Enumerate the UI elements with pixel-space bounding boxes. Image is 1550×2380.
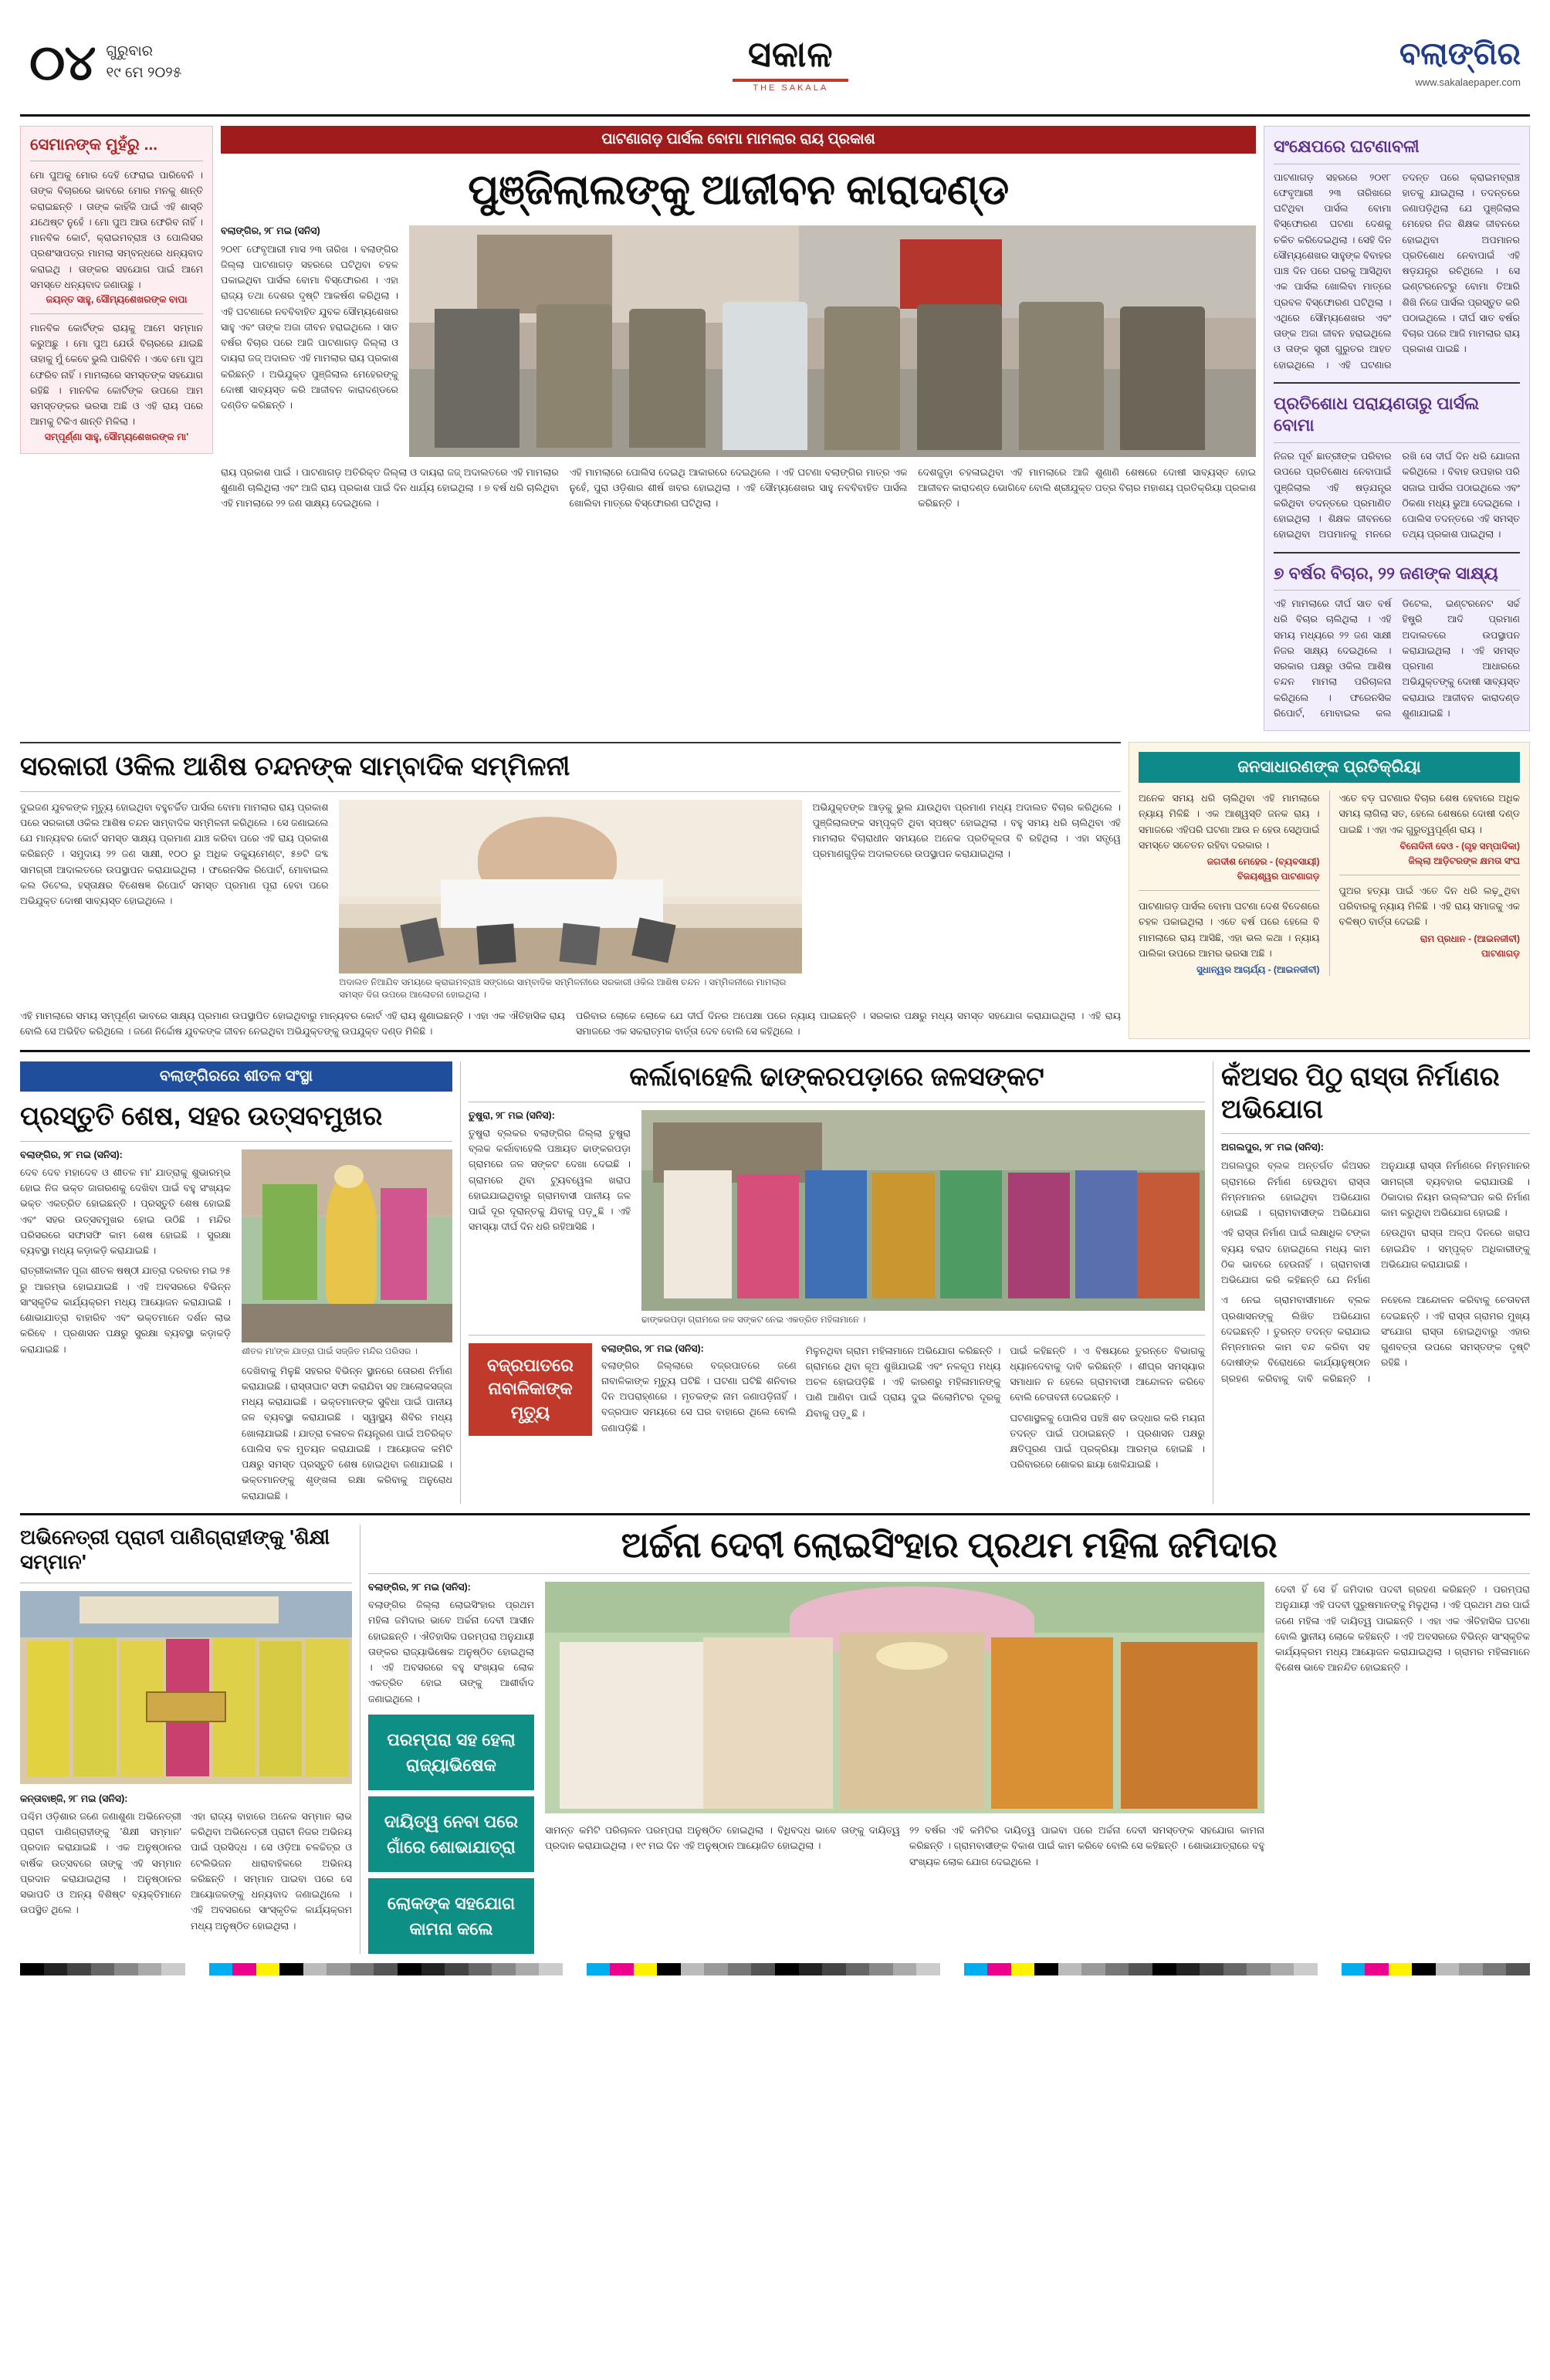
public-reaction-title: ଜନସାଧାରଣଙ୍କ ପ୍ରତିକ୍ରିୟା <box>1139 752 1520 783</box>
lead-text-column <box>221 225 398 457</box>
queen-subbox-1: ପରମ୍ପରା ସହ ହେଲା ରାଜ୍ୟାଭିଷେକ <box>368 1715 534 1790</box>
lead-col-4: ଦେଶଜୁଡ଼ା ଚହଳାଇଥିବା ଏହି ମାମଲାରେ ଆଜି ଶୁଣାଣି ଶେଷରେ ଦୋଷୀ ସାବ୍ୟସ୍ତ ହୋଇ ଆଜୀବନ କାରାଦଣ୍ଡ ଭୋଗିବେ ବୋଲି ଶ୍ରୀଯୁକ୍ତ ପତ୍ର ବିଚାର ମହାଶୟ ପ୍ରତିକ୍ରିୟା ପ୍ରକାଶ କରିଛନ୍ତି । <box>918 466 1257 510</box>
lead-headline: ପୁଞ୍ଜିଲାଲଙ୍କୁ ଆଜୀବନ କାରାଦଣ୍ଡ <box>468 167 1009 213</box>
masthead-logo <box>733 33 848 93</box>
queen-dateline: ବଲାଙ୍ଗିର, ୨୮ ମଇ (ସନିସ): <box>368 1582 471 1593</box>
lead-dateline: ବଲାଙ୍ଗିର, ୨୮ ମଇ (ସନିସ) <box>221 225 320 236</box>
summary-body-1: ପାଟଣାଗଡ଼ ସହରରେ ୨୦୧୮ ଫେବୃଆରୀ ୨୩ ତାରିଖରେ ଘଟିଥିବା ପାର୍ସଲ ବୋମା ବିସ୍ଫୋରଣ ଘଟଣା ଦେଶକୁ ଚକିତ କରିଦେଇଥିଲା । ସେହି ଦିନ ସୌମ୍ୟଶେଖର ସାହୁଙ୍କ ବିବାହର ପାଞ୍ଚ ଦିନ ପରେ ଘରକୁ ଆସିଥିବା ଏକ ପାର୍ସଲ ଖୋଲିବା ମାତ୍ରେ ପ୍ରବଳ ବିସ୍ଫୋରଣ ଘଟିଥିଲା । ଏଥିରେ ସୌମ୍ୟଶେଖର ଏବଂ ତାଙ୍କ ଅଜା ଜୀବନ ହରାଇଥିଲେ ଓ ତାଙ୍କ ସ୍ତ୍ରୀ ଗୁରୁତର ଆହତ ହୋଇଥିଲେ । ଏହି ଘଟଣାର ତଦନ୍ତ ପରେ କ୍ରାଇମବ୍ରାଞ୍ଚ ହାତକୁ ଯାଇଥିଲା । ତଦନ୍ତରେ ଜଣାପଡ଼ିଥିଲା ଯେ ପୁଞ୍ଜିଲାଲ ମେହେର ନିଜ ଶିକ୍ଷକ ଜୀବନରେ ହୋଇଥିବା ଅପମାନର ପ୍ରତିଶୋଧ ନେବାପାଇଁ ଏହି ଷଡ଼ଯନ୍ତ୍ର ରଚିଥିଲେ । ସେ ଇଣ୍ଟରନେଟରୁ ବୋମା ତିଆରି ଶିଖି ନିଜେ ପାର୍ସଲ ପ୍ରସ୍ତୁତ କରି ପଠାଇଥିଲେ । ଦୀର୍ଘ ସାତ ବର୍ଷର ବିଚାର ପରେ ଆଜି ମାମଲାର ରାୟ ପ୍ରକାଶ ପାଇଛି । <box>1274 171 1520 371</box>
lightning-title: ବଜ୍ରପାତରେ ନାବାଳିକାଙ୍କ ମୃତ୍ୟୁ <box>469 1343 592 1436</box>
lead-photo <box>409 225 1256 457</box>
column-lead <box>221 126 1256 731</box>
festival-headline: ପ୍ରସ୍ତୁତି ଶେଷ, ସହର ଉତ୍ସବମୁଖର <box>20 1102 383 1132</box>
queen-headline: ଅର୍ଚ୍ଚନା ଦେବୀ ଲୋଇସିଂହାର ପ୍ରଥମ ମହିଳା ଜମିଦାର <box>621 1524 1278 1565</box>
public-reaction-block <box>1129 742 1530 1039</box>
reaction-4-author: ରାମ ପ୍ରଧାନ - (ଆଇନଜୀବୀ) <box>1420 933 1520 944</box>
masthead-left <box>29 35 182 90</box>
band-middle <box>20 1061 1530 1503</box>
logo-text: ସକାଳ <box>747 33 834 74</box>
summary-title-1: ସଂକ୍ଷେପରେ ଘଟଣାବଳୀ <box>1274 137 1420 156</box>
summary-title-2: ପ୍ରତିଶୋଧ ପରାୟଣତାରୁ ପାର୍ସଲ ବୋମା <box>1274 393 1480 435</box>
festival-photo-caption: ଶୀତଳ ମା'ଙ୍କ ଯାତ୍ରା ପାଇଁ ସଜ୍ଜିତ ମନ୍ଦିର ପରିସର । <box>242 1346 418 1356</box>
quotes-box <box>20 126 213 454</box>
band-divider-1 <box>20 1050 1530 1052</box>
logo-rule <box>733 79 848 82</box>
lawyer-article <box>20 742 1121 1039</box>
summary-body-2: ନିଜର ପୂର୍ବ ଛାତ୍ରୀଙ୍କ ପରିବାର ଉପରେ ପ୍ରତିଶୋଧ ନେବାପାଇଁ ପୁଞ୍ଜିଲାଲ ଏହି ଷଡ଼ଯନ୍ତ୍ର କରିଥିବା ତଦନ୍ତରେ ପ୍ରମାଣିତ ହୋଇଥିଲା । ଶିକ୍ଷକ ଜୀବନରେ ହୋଇଥିବା ଅପମାନକୁ ମନରେ ରଖି ସେ ଦୀର୍ଘ ଦିନ ଧରି ଯୋଜନା କରିଥିଲେ । ବିବାହ ଉପହାର ପରି ସଜାଇ ପାର୍ସଲ ପଠାଇଥିଲେ ଏବଂ ଠିକଣା ମଧ୍ୟ ଭୁଆ ଦେଇଥିଲେ । ପୋଲିସ ତଦନ୍ତରେ ଏହି ସମସ୍ତ ତଥ୍ୟ ପ୍ରକାଶ ପାଇଥିଲା । <box>1274 451 1520 540</box>
reaction-3-author-sub: ଜିଲ୍ଲା ଆଡ଼ିଟରଙ୍କ କ୍ଷମତା ସଂଘ <box>1408 855 1520 866</box>
quotes-title: ସେମାନଙ୍କ ମୁହଁରୁ ... <box>30 136 158 154</box>
queen-photo-caption <box>545 1813 1264 1816</box>
actress-col-1: ପଶ୍ଚିମ ଓଡ଼ିଶାର ଜଣେ ଜଣାଶୁଣା ଅଭିନେତ୍ରୀ ପ୍ରାଚୀ ପାଣିଗ୍ରାହୀଙ୍କୁ 'ଶିକ୍ଷୀ ସମ୍ମାନ' ପ୍ରଦାନ କରାଯାଇଛି । ଏକ ଅନୁଷ୍ଠାନର ବାର୍ଷିକ ଉତ୍ସବରେ ତାଙ୍କୁ ଏହି ସମ୍ମାନ ପ୍ରଦାନ କରାଯାଇଥିଲା । ଅନୁଷ୍ଠାନର ସଭାପତି ଓ ଅନ୍ୟ ବିଶିଷ୍ଟ ବ୍ୟକ୍ତିମାନେ ଉପସ୍ଥିତ ଥିଲେ । <box>20 1810 181 1916</box>
actress-dateline: କନ୍ତାବାଞ୍ଜି, ୨୮ ମଇ (ସନିସ): <box>20 1793 128 1804</box>
actress-headline: ଅଭିନେତ୍ରୀ ପ୍ରାଚୀ ପାଣିଗ୍ରାହୀଙ୍କୁ 'ଶିକ୍ଷୀ ସମ୍ମାନ' <box>20 1525 330 1574</box>
public-reaction-box <box>1129 742 1530 1039</box>
reaction-3-author: ବିନୋଦିନୀ ଦେଓ - (ଗୃହ ସମ୍ପାଦିକା) <box>1399 840 1520 851</box>
festival-col-1: ଦେବ ଦେବ ମହାଦେବ ଓ ଶୀତଳ ମା' ଯାତ୍ରାକୁ ଶୁଭାରମ୍ଭ ହୋଇ ନିଜ ଭକ୍ତ ଜାଗରଣକୁ ଦେଖିବା ପାଇଁ ବହୁ ସଂଖ୍ୟକ ଭକ୍ତ ଏକତ୍ରିତ ହୋଇଛନ୍ତି । ପ୍ରସ୍ତୁତି ଶେଷ ହୋଇଛି ଏବଂ ସହର ଉତ୍ସବମୁଖର ହୋଇ ଉଠିଛି । ମନ୍ଦିର ପରିସରରେ ସଫାସଫି କାମ ଶେଷ ହୋଇଛି । ସୁରକ୍ଷା ବ୍ୟବସ୍ଥା ମଧ୍ୟ କଡ଼ାକଡ଼ି କରାଯାଇଛି । <box>20 1166 231 1257</box>
lead-col-3: ଏହି ମାମଲାରେ ପୋଲିସ ଦେଇଥି ଆକାରରେ ଦେଇଥିଲେ । ଏହି ଘଟଣା ବଲାଙ୍ଗିର ମାତ୍ର ଏକ ନୁହେଁ, ପୁରା ଓଡ଼ିଶାର ଶୀର୍ଷ ଖବର ହୋଇଥିଲା । ଏହି ସୌମ୍ୟଶେଖର ସାହୁ ନବବିବାହିତ ପାର୍ସଲ ଖୋଲିବା ମାତ୍ରେ ବିସ୍ଫୋରଣ ଘଟିଥିଲା । <box>569 466 908 510</box>
road-article <box>1221 1061 1530 1503</box>
column-left-quotes <box>20 126 213 731</box>
actress-photo-caption <box>20 1784 352 1787</box>
water-photo <box>641 1110 1205 1311</box>
water-headline: କର୍ଲାବାହେଲି ଢାଙ୍କରପଡ଼ାରେ ଜଳସଙ୍କଟ <box>629 1062 1044 1092</box>
masthead-right <box>1399 37 1521 88</box>
queen-col-4: ଦେବୀ ହିଁ ସେ ହିଁ ଜମିଦାର ପଦବୀ ଗ୍ରହଣ କରିଛନ୍ତି । ପରମ୍ପରା ଅନୁଯାୟୀ ଏହି ପଦବୀ ପୁରୁଷମାନଙ୍କୁ ମିଳୁଥିଲା । ଏହି ପ୍ରଥମ ଥର ପାଇଁ ଜଣେ ମହିଳା ଏହି ଦାୟିତ୍ୱ ପାଇଛନ୍ତି । ଏହା ଏକ ଐତିହାସିକ ଘଟଣା ବୋଲି ସ୍ଥାନୀୟ ଲୋକେ କହିଛନ୍ତି । ଏହି ଅବସରରେ ବିଭିନ୍ନ ସାଂସ୍କୃତିକ କାର୍ଯ୍ୟକ୍ରମ ମଧ୍ୟ ଆୟୋଜନ କରାଯାଇଥିଲା । ଗ୍ରାମର ମହିଳାମାନେ ବିଶେଷ ଭାବେ ଆନନ୍ଦିତ ହୋଇଛନ୍ତି । <box>1275 1584 1530 1674</box>
lightning-col-2: ଘଟଣାସ୍ଥଳକୁ ପୋଲିସ ପହଞ୍ଚି ଶବ ଉଦ୍ଧାର କରି ମୟନା ତଦନ୍ତ ପାଇଁ ପଠାଇଛନ୍ତି । ପ୍ରଶାସନ ପକ୍ଷରୁ କ୍ଷତିପୂରଣ ପାଇଁ ପ୍ରକ୍ରିୟା ଆରମ୍ଭ ହୋଇଛି । ପରିବାରରେ ଶୋକର ଛାୟା ଖେଳିଯାଇଛି । <box>1010 1412 1206 1471</box>
lawyer-headline: ସରକାରୀ ଓକିଲ ଆଶିଷ ଚନ୍ଦନଙ୍କ ସାମ୍ବାଦିକ ସମ୍ମିଳନୀ <box>20 752 570 782</box>
lead-col-2: ରାୟ ପ୍ରକାଶ ପାଇଁ । ପାଟଣାଗଡ଼ ଅତିରିକ୍ତ ଜିଲ୍ଲା ଓ ଦାୟରା ଜଜ୍ ଅଦାଲତରେ ଏହି ମାମଲାର ଶୁଣାଣି ଚାଲିଥିଲା ଏବଂ ଆଜି ରାୟ ପ୍ରକାଶ ପାଇଁ ଦିନ ଧାର୍ଯ୍ୟ ହୋଇଥିଲା । ୭ ବର୍ଷ ଧରି ଚାଲିଥିବା ଏହି ମାମଲାରେ ୨୨ ଜଣ ସାକ୍ଷ୍ୟ ଦେଇଥିଲେ । <box>221 466 559 510</box>
masthead-date-value: ୧୯ ମେ ୨୦୨୫ <box>106 65 182 81</box>
road-dateline: ଅଗଲପୁର, ୨୮ ମଇ (ସନିସ): <box>1221 1142 1324 1153</box>
summary-body-3: ଏହି ମାମଲାରେ ଦୀର୍ଘ ସାତ ବର୍ଷ ଧରି ବିଚାର ଚାଲିଥିଲା । ଏହି ସମୟ ମଧ୍ୟରେ ୨୨ ଜଣ ସାକ୍ଷୀ ନିଜର ସାକ୍ଷ୍ୟ ଦେଇଥିଲେ । ସରକାର ପକ୍ଷରୁ ଓକିଲ ଆଶିଷ ଚନ୍ଦନ ମାମଲା ପରିଚାଳନା କରିଥିଲେ । ଫରେନସିକ ରିପୋର୍ଟ, ମୋବାଇଲ କଲ ଡିଟେଲ, ଇଣ୍ଟରନେଟ ସର୍ଚ୍ଚ ହିଷ୍ଟ୍ରି ଆଦି ପ୍ରମାଣ ଅଦାଲତରେ ଉପସ୍ଥାପନ କରାଯାଇଥିଲା । ଏହି ସମସ୍ତ ପ୍ରମାଣ ଆଧାରରେ ଅଭିଯୁକ୍ତଙ୍କୁ ଦୋଷୀ ସାବ୍ୟସ୍ତ କରାଯାଇ ଆଜୀବନ କାରାଦଣ୍ଡ ଶୁଣାଯାଇଛି । <box>1274 598 1520 719</box>
festival-title-bar: ବଲାଙ୍ଗିରରେ ଶୀତଳ ସଂସ୍ଥା <box>20 1061 452 1092</box>
color-bar-segment <box>1152 1963 1530 1975</box>
road-col-1: ଅଗଲପୁର ବ୍ଲକ ଅନ୍ତର୍ଗତ କଁଅସର ଗ୍ରାମରେ ନିର୍ମାଣ ହେଉଥିବା ରାସ୍ତା ନିମ୍ନମାନର ହୋଇଥିବା ଅଭିଯୋଗ ହୋଇଛି । ଗ୍ରାମବାସୀଙ୍କ ଅଭିଯୋଗ ଅନୁଯାୟୀ ରାସ୍ତା ନିର୍ମାଣରେ ନିମ୍ନମାନର ସାମଗ୍ରୀ ବ୍ୟବହାର କରାଯାଉଛି । ଠିକାଦାର ନିୟମ ଉଲ୍ଲଂଘନ କରି ନିର୍ମାଣ କାମ କରୁଥିବା ଅଭିଯୋଗ ହୋଇଛି । <box>1221 1160 1530 1219</box>
color-bar-segment <box>775 1963 1152 1975</box>
masthead-divider <box>20 114 1530 117</box>
queen-col-3: ୨୨ ବର୍ଷର ଏହି କମିଟିର ଦାୟିତ୍ୱ ପାଇବା ପରେ ଅର୍ଚ୍ଚନା ଦେବୀ ସମସ୍ତଙ୍କ ସହଯୋଗ କାମନା କରିଛନ୍ତି । ଗ୍ରାମବାସୀଙ୍କ ବିକାଶ ପାଇଁ କାମ କରିବେ ବୋଲି ସେ କହିଛନ୍ତି । ଶୋଭାଯାତ୍ରାରେ ବହୁ ସଂଖ୍ୟକ ଲୋକ ଯୋଗ ଦେଇଥିଲେ । <box>909 1825 1264 1867</box>
reaction-3-text: ଏତେ ବଡ଼ ଘଟଣାର ବିଚାର ଶେଷ ହେବାରେ ଅଧିକ ସମୟ ଲାଗିଲା ସତ, ହେଲେ ଶେଷରେ ଦୋଷୀ ଦଣ୍ଡ ପାଇଛି । ଏହା ଏକ ଗୁରୁତ୍ୱପୂର୍ଣ୍ଣ ରାୟ । <box>1338 793 1520 835</box>
lawyer-col-2: ଅଭିଯୁକ୍ତଙ୍କ ଆଡ଼କୁ ଭୁଲ ଯାଉଥିବା ପ୍ରମାଣ ମଧ୍ୟ ଅଦାଲତ ବିଚାର କରିଥିଲେ । ପୁଞ୍ଜିଲାଲଙ୍କ ସମ୍ପୃକ୍ତି ଥିବା ସ୍ପଷ୍ଟ ହୋଇଥିଲା । ବହୁ ସମୟ ଧରି ଚାଲିଥିବା ଏହି ମାମଲାର ବିଚାରାଧୀନ ସମୟରେ ଅନେକ ପ୍ରତିକୂଳତା ବି ରହିଥିଲା । ଏହା ସତ୍ତ୍ୱେ ପ୍ରମାଣଗୁଡ଼ିକ ଅଦାଲତରେ ଉପସ୍ଥାପନ କରାଯାଇଥିଲା । <box>812 801 1121 860</box>
festival-photo <box>242 1149 452 1342</box>
actress-article <box>20 1525 352 1954</box>
lead-kicker: ପାଟଣାଗଡ଼ ପାର୍ସଲ ବୋମା ମାମଲାର ରାୟ ପ୍ରକାଶ <box>221 126 1256 154</box>
quote-2-credit: ସମ୍ପୂର୍ଣ୍ଣା ସାହୁ, ସୌମ୍ୟଶେଖରଙ୍କ ମା' <box>44 431 189 442</box>
website-url[interactable]: www.sakalaepaper.com <box>1415 76 1521 88</box>
water-photo-caption: ଢାଙ୍କରପଡ଼ା ଗ୍ରାମରେ ଜଳ ସଙ୍କଟ ନେଇ ଏକତ୍ରିତ ମହିଳାମାନେ । <box>641 1315 866 1325</box>
lawyer-photo <box>339 800 801 973</box>
summary-box <box>1264 126 1530 731</box>
queen-subbox-2: ଦାୟିତ୍ୱ ନେବା ପରେ ଗାଁରେ ଶୋଭାଯାତ୍ରା <box>368 1796 534 1872</box>
masthead-day: ଗୁରୁବାର <box>106 42 154 59</box>
reaction-4-text: ପୁଅର ହତ୍ୟା ପାଇଁ ଏତେ ଦିନ ଧରି ଲଢ଼ୁଥିବା ପରିବାରକୁ ନ୍ୟାୟ ମିଳିଛି । ଏହି ରାୟ ସମାଜକୁ ଏକ ବଳିଷ୍ଠ ବାର୍ତ୍ତା ଦେଇଛି । <box>1338 885 1520 928</box>
queen-subbox-3: ଲୋକଙ୍କ ସହଯୋଗ କାମନା କଲେ <box>368 1878 534 1954</box>
summary-title-3: ୭ ବର୍ଷର ବିଚାର, ୨୨ ଜଣଙ୍କ ସାକ୍ଷ୍ୟ <box>1274 563 1498 583</box>
reaction-1-text: ଅନେକ ସମୟ ଧରି ଚାଲିଥିବା ଏହି ମାମଲାରେ ନ୍ୟାୟ ମିଳିଛି । ଏକ ଆଶ୍ୱସ୍ତି ଜନକ ରାୟ । ସମାଜରେ ଏହିପରି ଘଟଣା ଆଉ ନ ହେଉ ସେଥିପାଇଁ ସମସ୍ତେ ସଚେତନ ରହିବା ଦରକାର । <box>1139 793 1320 851</box>
quote-1-text: ମୋ ପୁଅକୁ ମୋର ଦେହି ଫେରାଇ ପାରିବେନି । ତାଙ୍କ ବିଚାରରେ ଭାବରେ ମୋର ମନକୁ ଶାନ୍ତି କରାଇଛନ୍ତି । ତାଙ୍କ କାହିଁକି ପାଇଁ ଏହି ଶାସ୍ତି ଯଥେଷ୍ଟ ନୁହେଁ । ମୋ ପୁଅ ଆଉ ଫେରିବ ନାହିଁ । ମାନବିକ କୋର୍ଟ, କ୍ରାଇମବ୍ରାଞ୍ଚ ଓ ପୋଲିସର ପ୍ରଶଂସାପତ୍ର ମାମଲା ସମ୍ବନ୍ଧରେ ଧନ୍ୟବାଦ କରାଇଥି । ତାଙ୍କର ସହଯୋଗ ପାଇଁ ଆମେ ସମସ୍ତେ ଧନ୍ୟବାଦ ଜଣାଉଛୁ । <box>30 170 203 290</box>
lead-photo-block <box>409 225 1256 457</box>
page-number: ୦୪ <box>29 35 96 90</box>
queen-photo <box>545 1582 1264 1813</box>
lightning-dateline: ବଲାଙ୍ଗିର, ୨୮ ମଇ (ସନିସ): <box>601 1342 704 1354</box>
actress-photo <box>20 1591 352 1784</box>
lawyer-col-3: ଏହି ମାମଲାରେ ସମୟ ସମ୍ପୂର୍ଣ୍ଣ ଭାବରେ ସାକ୍ଷ୍ୟ ପ୍ରମାଣ ଉପସ୍ଥାପିତ ହୋଇଥିବାରୁ ମାନ୍ୟବର କୋର୍ଟ ଏହି ରାୟ ଶୁଣାଇଛନ୍ତି । ଏହା ଏକ ଐତିହାସିକ ରାୟ ବୋଲି ସେ ଅଭିହିତ କରିଥିଲେ । ଜଣେ ନିର୍ଦ୍ଦୋଷ ଯୁବକଙ୍କ ଜୀବନ ନେଇଥିବା ଅଭିଯୁକ୍ତଙ୍କୁ ଉପଯୁକ୍ତ ଦଣ୍ଡ ମିଳିଛି । <box>20 1010 565 1038</box>
queen-col-2: ସାମନ୍ତ କମିଟି ପରିଚାଳନ ପରମ୍ପରା ଅନୁଷ୍ଠିତ ହୋଇଥିଲା । ବିଧିବଦ୍ଧ ଭାବେ ତାଙ୍କୁ ଦାୟିତ୍ୱ ପ୍ରଦାନ କରାଯାଇଥିଲା । ୧୯ ମଇ ଦିନ ଏହି ଅନୁଷ୍ଠାନ ଆୟୋଜିତ ହୋଇଥିଲା । <box>545 1825 900 1852</box>
color-bar-segment <box>20 1963 398 1975</box>
festival-col-2: ଦେଖିବାକୁ ମିଳୁଛି ସହରର ବିଭିନ୍ନ ସ୍ଥାନରେ ତୋରଣ ନିର୍ମାଣ କରାଯାଇଛି । ରାସ୍ତାଘାଟ ସଫା କରାଯିବା ସହ ଆଲୋକସଜ୍ଜା ମଧ୍ୟ କରାଯାଇଛି । ଭକ୍ତମାନଙ୍କ ସୁବିଧା ପାଇଁ ପାନୀୟ ଜଳ ବ୍ୟବସ୍ଥା କରାଯାଇଛି । ସ୍ୱାସ୍ଥ୍ୟ ଶିବିର ମଧ୍ୟ ଖୋଲାଯାଇଛି । ଯାତ୍ରା ଚଳାଚଳ ନିୟନ୍ତ୍ରଣ ପାଇଁ ଅତିରିକ୍ତ ପୋଲିସ ବଳ ମୁତୟନ କରାଯାଇଛି । ଆୟୋଜକ କମିଟି ପକ୍ଷରୁ ସମସ୍ତ ପ୍ରସ୍ତୁତି ଶେଷ ହୋଇଥିବା ଜଣାଯାଇଛି । ଭକ୍ତମାନଙ୍କୁ ଶୃଙ୍ଖଳା ରକ୍ଷା କରିବାକୁ ଅନୁରୋଧ କରାଯାଇଛି । <box>242 1365 452 1501</box>
road-col-1b: ଏହି ରାସ୍ତା ନିର୍ମାଣ ପାଇଁ ଲକ୍ଷାଧିକ ଟଙ୍କା ବ୍ୟୟ ବରାଦ ହୋଇଥିଲେ ମଧ୍ୟ କାମ ଠିକ ଭାବରେ ହେଉନାହିଁ । ଗ୍ରାମବାସୀ ଅଭିଯୋଗ କରି କହିଛନ୍ତି ଯେ ନିର୍ମାଣ ହେଉଥିବା ରାସ୍ତା ଅଳ୍ପ ଦିନରେ ଖରାପ ହୋଇଯିବ । ସମ୍ପୃକ୍ତ ଅଧିକାରୀଙ୍କୁ ଅଭିଯୋଗ କରାଯାଇଛି । <box>1221 1227 1530 1286</box>
reaction-1-author-sub: ବିଜୟଶ୍ୱର ପାଟଣାଗଡ଼ <box>1237 871 1320 882</box>
registration-color-bar <box>20 1963 1530 1975</box>
quote-1-credit: ଜୟନ୍ତ ସାହୁ, ସୌମ୍ୟଶେଖରଙ୍କ ବାପା <box>46 294 188 305</box>
masthead-date <box>106 41 181 85</box>
logo-subtitle: THE SAKALA <box>753 83 829 93</box>
column-right-summary <box>1264 126 1530 731</box>
water-dateline: ତୁଷୁରା, ୨୮ ମଇ (ସନିସ): <box>469 1109 555 1121</box>
road-col-1c: ଏ ନେଇ ଗ୍ରାମବାସୀମାନେ ବ୍ଲକ ପ୍ରଶାସନଙ୍କୁ ଲିଖିତ ଅଭିଯୋଗ ଦେଇଛନ୍ତି । ତୁରନ୍ତ ତଦନ୍ତ କରାଯାଇ ନିମ୍ନମାନର କାମ ବନ୍ଦ କରିବା ସହ ଦୋଷୀଙ୍କ ବିରୋଧରେ କାର୍ଯ୍ୟାନୁଷ୍ଠାନ ଗ୍ରହଣ କରିବାକୁ ଦାବି କରିଛନ୍ତି । ନହେଲେ ଆନ୍ଦୋଳନ କରିବାକୁ ଚେତାବନୀ ଦେଇଛନ୍ତି । ଏହି ରାସ୍ତା ଗ୍ରାମର ମୁଖ୍ୟ ସଂଯୋଗ ରାସ୍ତା ହୋଇଥିବାରୁ ଏହାର ଗୁଣବତ୍ତା ଉପରେ ସମସ୍ତଙ୍କ ଦୃଷ୍ଟି ରହିଛି । <box>1221 1295 1530 1384</box>
queen-col-1: ବଲାଙ୍ଗିର ଜିଲ୍ଲା ଲୋଇସିଂହାର ପ୍ରଥମ ମହିଳା ଜମିଦାର ଭାବେ ଅର୍ଚ୍ଚନା ଦେବୀ ଆସୀନ ହୋଇଛନ୍ତି । ଐତିହାସିକ ପରମ୍ପରା ଅନୁଯାୟୀ ତାଙ୍କର ରାଜ୍ୟାଭିଷେକ ଅନୁଷ୍ଠିତ ହୋଇଥିଲା । ଏହି ଅବସରରେ ବହୁ ସଂଖ୍ୟକ ଲୋକ ଏକତ୍ରିତ ହୋଇ ତାଙ୍କୁ ଆଶୀର୍ବାଦ ଜଣାଇଥିଲେ । <box>368 1600 534 1705</box>
lawyer-photo-caption: ଅଦାଲତ ନିଆଯିବ ସମୟରେ କ୍ରାଇମବ୍ରାଞ୍ଚ ସଙ୍ଗରେ ସାମ୍ବାଦିକ ସମ୍ମିଳନୀରେ ସରକାରୀ ଓକିଲ ଆଶିଷ ଚନ୍ଦନ । ସମ୍ମିଳନୀରେ ମାମଲାର ସମସ୍ତ ଦିଗ ଉପରେ ଆଲୋଚନା ହୋଇଥିଲା । <box>339 977 787 1000</box>
actress-col-2: ଏହା ରାଜ୍ୟ ବାହାରେ ଅନେକ ସମ୍ମାନ ଲାଭ କରିଥିବା ଅଭିନେତ୍ରୀ ପ୍ରାଚୀ ନିଜର ଅଭିନୟ ପାଇଁ ପ୍ରସିଦ୍ଧ । ସେ ଓଡ଼ିଆ ଚଳଚ୍ଚିତ୍ର ଓ ଟେଲିଭିଜନ ଧାରାବାହିକରେ ଅଭିନୟ କରିଛନ୍ତି । ସମ୍ମାନ ପାଇବା ପରେ ସେ ଆୟୋଜକଙ୍କୁ ଧନ୍ୟବାଦ ଜଣାଇଥିଲେ । ଏହି ଅବସରରେ ସାଂସ୍କୃତିକ କାର୍ଯ୍ୟକ୍ରମ ମଧ୍ୟ ଅନୁଷ୍ଠିତ ହୋଇଥିଲା । <box>191 1810 352 1931</box>
water-col-1: ତୁଷୁରା ବ୍ଲକର ବଲାଙ୍ଗିର ଜିଲ୍ଲା ତୁଷୁରା ବ୍ଲକ କର୍ଲାବାହେଲି ପଞ୍ଚାୟତ ଢାଙ୍କରପଡ଼ା ଗ୍ରାମରେ ଜଳ ସଙ୍କଟ ଦେଖା ଦେଇଛି । ଗ୍ରାମରେ ଥିବା ଟ୍ୟୁବୱେଲ ଖରାପ ହୋଇଯାଇଥିବାରୁ ଗ୍ରାମବାସୀ ପାନୀୟ ଜଳ ପାଇଁ ଦୂର ଦୂରାନ୍ତକୁ ଯିବାକୁ ପଡ଼ୁଛି । ଏହି ସମସ୍ୟା ଦୀର୍ଘ ଦିନ ଧରି ରହିଆସିଛି । <box>469 1127 631 1233</box>
lightning-col-1: ବଲାଙ୍ଗିର ଜିଲ୍ଲାରେ ବଜ୍ରପାତରେ ଜଣେ ନାବାଳିକାଙ୍କ ମୃତ୍ୟୁ ଘଟିଛି । ଘଟଣା ଘଟିଛି ଶନିବାର ଦିନ ଅପରାହ୍ଣରେ । ମୃତକଙ୍କ ନାମ ଜଣାପଡ଼ିନାହିଁ । ବଜ୍ରପାତ ସମୟରେ ସେ ଘର ବାହାରେ ଥିଲେ ବୋଲି ଜଣାପଡ଼ିଛି । <box>601 1359 797 1434</box>
color-bar-segment <box>398 1963 775 1975</box>
queen-article <box>368 1525 1530 1954</box>
water-col-3: ପାଇଁ କହିଛନ୍ତି । ଏ ବିଷୟରେ ତୁରନ୍ତେ ବିଭାଗକୁ ଧ୍ୟାନଦେବାକୁ ଦାବି କରିଛନ୍ତି । ଶୀଘ୍ର ସମସ୍ୟାର ସମାଧାନ ନ ହେଲେ ଗ୍ରାମବାସୀ ଆନ୍ଦୋଳନ କରିବେ ବୋଲି ଚେତାବନୀ ଦେଇଛନ୍ତି । <box>1010 1345 1206 1403</box>
band-bottom <box>20 1525 1530 1954</box>
lawyer-col-1: ଦୁଇଜଣ ଯୁବକଙ୍କ ମୃତ୍ୟୁ ହୋଇଥିବା ବହୁଚର୍ଚ୍ଚିତ ପାର୍ସଲ ବୋମା ମାମଲାର ରାୟ ପ୍ରକାଶ ପରେ ସରକାରୀ ଓକିଲ ଆଶିଷ ଚନ୍ଦନ ସାମ୍ବାଦିକ ସମ୍ମିଳନୀ କରିଥିଲେ । ସେ ଜଣାଇଲେ ଯେ ମାନ୍ୟବର କୋର୍ଟ ସମସ୍ତ ସାକ୍ଷ୍ୟ ପ୍ରମାଣ ଯାଞ୍ଚ କରିବା ପରେ ଏହି ରାୟ ପ୍ରକାଶ କରିଛନ୍ତି । ସମୁଦାୟ ୨୨ ଜଣ ସାକ୍ଷୀ, ୧୦୦ ରୁ ଅଧିକ ଡକ୍ୟୁମେଣ୍ଟ, ୫୭ଟି ଜବ୍ଦ ସାମଗ୍ରୀ ଆଦାଲତରେ ଉପସ୍ଥାପନ କରାଯାଇଥିଲା । ଫରେନସିକ ରିପୋର୍ଟ, ମୋବାଇଲ କଲ ଡିଟେଲ, ହସ୍ତାକ୍ଷର ବିଶେଷଜ୍ଞ ରିପୋର୍ଟ ସମସ୍ତ ପ୍ରମାଣ ପୂରା ହେବା ପରେ ଅଭିଯୁକ୍ତ ଦୋଷୀ ସାବ୍ୟସ୍ତ ହୋଇଥିଲେ । <box>20 801 329 907</box>
festival-dateline: ବଲାଙ୍ଗିର, ୨୮ ମଇ (ସନିସ): <box>20 1149 123 1160</box>
lawyer-photo-block <box>339 800 801 1002</box>
reaction-1-author: ଜଗଦୀଶ ମେହେର - (ବ୍ୟବସାୟୀ) <box>1206 856 1320 868</box>
road-headline: କଁଅସର ପିଠୁ ରାସ୍ତା ନିର୍ମାଣର ଅଭିଯୋଗ <box>1221 1062 1500 1124</box>
reaction-4-author-sub: ପାଟଣାଗଡ଼ <box>1481 947 1520 959</box>
lightning-block <box>469 1343 592 1473</box>
water-col-2: ମିଳୁନଥିବା ଗ୍ରାମ ମହିଳାମାନେ ଅଭିଯୋଗ କରିଛନ୍ତି । ଗ୍ରାମରେ ଥିବା କୂଅ ଶୁଖିଯାଇଛି ଏବଂ ନଳକୂପ ମଧ୍ୟ ଅଚଳ ହୋଇପଡ଼ିଛି । ଏହି କାରଣରୁ ମହିଳାମାନଙ୍କୁ ପାଣି ଆଣିବା ପାଇଁ ପ୍ରାୟ ଦୁଇ କିଲୋମିଟର ଦୂରକୁ ଯିବାକୁ ପଡ଼ୁଛି । <box>805 1345 1001 1419</box>
water-article <box>469 1061 1205 1503</box>
lawyer-col-4: ପରିବାର ଲୋକେ ଲୋକେ ଯେ ଦୀର୍ଘ ଦିନର ଅପେକ୍ଷା ପରେ ନ୍ୟାୟ ପାଇଛନ୍ତି । ସରକାର ପକ୍ଷରୁ ମଧ୍ୟ ସମସ୍ତ ସହଯୋଗ କରାଯାଇଥିଲା । ଏହି ରାୟ ସମାଜରେ ଏକ ସକରାତ୍ମକ ବାର୍ତ୍ତା ଦେବ ବୋଲି ସେ କହିଥିଲେ । <box>576 1010 1121 1038</box>
quote-2-text: ମାନବିକ କୋର୍ଟିଙ୍କ ରାୟକୁ ଆମେ ସମ୍ମାନ କରୁଅଛୁ । ମୋ ପୁଅ ଯେଉଁ ବିଚାରରେ ଯାଇଛି ତାହାକୁ ମୁଁ କେବେ ଭୁଲି ପାରିବିନି । ଏବେ ମୋ ପୁଅ ଫେରିବ ନାହିଁ । ମାମଲାରେ ସମସ୍ତଙ୍କ ସହଯୋଗ ରହିଛି । ମାନବିକ କୋର୍ଟିଙ୍କ ଉପରେ ଆମ ସମସ୍ତଙ୍କର ଭରସା ଅଛି ଓ ଏହି ରାୟ ପରେ ଆମକୁ ଟିକିଏ ଶାନ୍ତି ମିଳିଲା । <box>30 322 203 428</box>
reaction-2-text: ପାଟଣାଗଡ଼ ପାର୍ସଲ ବୋମା ଘଟଣା ଦେଶ ବିଦେଶରେ ଚହଳ ପକାଇଥିଲା । ଏତେ ବର୍ଷ ପରେ ହେଲେ ବି ମାମଲାରେ ରାୟ ଆସିଛି, ଏହା ଭଲ କଥା । ନ୍ୟାୟ ପାଲିକା ଉପରେ ଆମର ଭରସା ଅଛି । <box>1139 901 1320 959</box>
lead-col-1: ୨୦୧୮ ଫେବୃଆରୀ ମାସ ୨୩ ତାରିଖ । ବଲାଙ୍ଗିର ଜିଲ୍ଲା ପାଟଣାଗଡ଼ ସହରରେ ଘଟିଥିବା ଚହଳ ପକାଇଥିବା ପାର୍ସଲ ବୋମା ବିସ୍ଫୋରଣ । ଏହା ରାଜ୍ୟ ତଥା ଦେଶର ଦୃଷ୍ଟି ଆକର୍ଷଣ କରିଥିଲା । ଏହି ଘଟଣାରେ ନବବିବାହିତ ଯୁବକ ସୌମ୍ୟଶେଖର ସାହୁ ଏବଂ ତାଙ୍କ ଅଜା ଜୀବନ ହରାଇଥିଲେ । ସାତ ବର୍ଷର ବିଚାର ପରେ ଆଜି ପାଟଣାଗଡ଼ ଜିଲ୍ଲା ଓ ଦାୟରା ଜଜ୍ ଅଦାଲତ ଏହି ମାମଲାର ରାୟ ପ୍ରକାଶ କରିଛନ୍ତି । ଅଭିଯୁକ୍ତ ପୁଞ୍ଜିଲାଲ ମେହେରଙ୍କୁ ଦୋଷୀ ସାବ୍ୟସ୍ତ କରି ଆଜୀବନ କାରାଦଣ୍ଡରେ ଦଣ୍ଡିତ କରିଛନ୍ତି । <box>221 243 398 411</box>
festival-col-1b: ରାତ୍ରୀକାଳୀନ ପୂଜା ଶୀତଳ ଷଷ୍ଠୀ ଯାତ୍ରା ଦରବାର ମଇ ୨୫ ରୁ ଆରମ୍ଭ ହୋଇଯାଇଛି । ଏହି ଅବସରରେ ବିଭିନ୍ନ ସାଂସ୍କୃତିକ କାର୍ଯ୍ୟକ୍ରମ ମଧ୍ୟ ଆୟୋଜନ କରାଯାଇଛି । ଶୋଭାଯାତ୍ରା ବାହାରିବ ଏବଂ ଭକ୍ତମାନେ ଦର୍ଶନ ଲାଭ କରିବେ । ପ୍ରଶାସନ ପକ୍ଷରୁ ସୁରକ୍ଷା ବ୍ୟବସ୍ଥା କଡ଼ାକଡ଼ି କରାଯାଇଛି । <box>20 1265 231 1355</box>
festival-article <box>20 1061 452 1503</box>
band-top <box>20 126 1530 731</box>
reaction-2-author: ସୁଧାନ୍ୱର ଆଚାର୍ଯ୍ୟ - (ଆଇନଜୀବୀ) <box>1196 964 1320 976</box>
masthead <box>20 14 1530 111</box>
band-divider-2 <box>20 1513 1530 1515</box>
band-lawyer <box>20 742 1530 1039</box>
edition-name: ବଲାଙ୍ଗିର <box>1399 37 1521 71</box>
